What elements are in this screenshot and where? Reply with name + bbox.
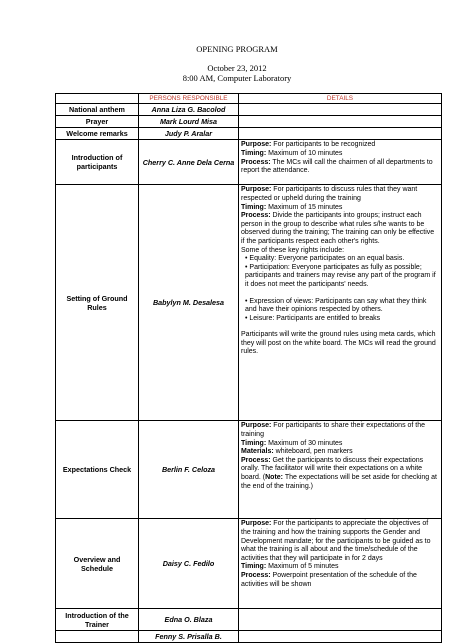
details-cell: Purpose: For participants to discuss rules that they want respected or upheld during the training Timing: Maximum of 15 minutes Process: Divide the participants into groups; instruct each person in the group to describe what rules s/he wants to be observed during the training; The training can only be effective if the participants respect each other's rights. Some of these key rights include: • Equality: Everyone participates on an equal basis. • Participation: Everyone participates as fully as possible; participants and trainers may revise any part of the program if it does not meet the participants' needs. • Expression of views: Participants can say what they think and have their opinions respected by others. • Leisure: Participants are entitled to breaks Participants will write the ground rules using meta cards, which they will post on the white board. The MCs will read the ground rules.: [239, 185, 442, 421]
details-cell: [239, 128, 442, 140]
activity-cell: Welcome remarks: [56, 128, 139, 140]
table-row: [56, 519, 442, 609]
header-persons-responsible: PERSONS RESPONSIBLE: [139, 94, 239, 104]
activity-cell: Setting of Ground Rules: [56, 185, 139, 421]
details-cell: Purpose: For participants to share their expectations of the training Timing: Maximum of 30 minutes Materials: whiteboard, pen markers Process: Get the participants to discuss their expectations orally. The facilitator will write their expectations on a white board. (Note: The expectations will be set aside for checking at the end of the training.): [239, 421, 442, 519]
program-table: [55, 93, 442, 643]
table-row: [56, 140, 442, 185]
table-row: [56, 104, 442, 116]
details-cell: Purpose: For the participants to appreciate the objectives of the training and how the training supports the Gender and Development mandate; for the participants to be guided as to what the training is all about and the time/schedule of the activities that they will participate in for 2 days Timing: Maximum of 5 minutes Process: Powerpoint presentation of the schedule of the activities will be shown: [239, 519, 442, 609]
header-activity: [56, 94, 139, 104]
details-cell: [239, 609, 442, 631]
activity-cell: Introduction of participants: [56, 140, 139, 185]
details-cell: [239, 104, 442, 116]
activity-cell: Prayer: [56, 116, 139, 128]
person-cell: Babylyn M. Desalesa: [139, 185, 239, 421]
details-cell: [239, 116, 442, 128]
activity-cell: National anthem: [56, 104, 139, 116]
person-cell: Fenny S. Prisalla B.: [139, 631, 239, 643]
table-row: [56, 128, 442, 140]
details-cell: [239, 631, 442, 643]
person-cell: Cherry C. Anne Dela Cerna: [139, 140, 239, 185]
person-cell: Daisy C. Fedilo: [139, 519, 239, 609]
activity-cell: Overview and Schedule: [56, 519, 139, 609]
header-details: DETAILS: [239, 94, 442, 104]
activity-cell: Introduction of the Trainer: [56, 609, 139, 631]
table-row: [56, 609, 442, 631]
activity-cell: Expectations Check: [56, 421, 139, 519]
table-row: [56, 116, 442, 128]
person-cell: Edna O. Blaza: [139, 609, 239, 631]
program-title: OPENING PROGRAM: [196, 44, 278, 54]
program-time-place: 8:00 AM, Computer Laboratory: [182, 73, 292, 83]
table-header-row: [56, 94, 442, 104]
person-cell: Mark Lourd Misa: [139, 116, 239, 128]
person-cell: Judy P. Aralar: [139, 128, 239, 140]
table-row: [56, 421, 442, 519]
person-cell: Anna Liza G. Bacolod: [139, 104, 239, 116]
table-row: [56, 185, 442, 421]
program-date: October 23, 2012: [207, 63, 267, 73]
details-cell: Purpose: For participants to be recognized Timing: Maximum of 10 minutes Process: The MCs will call the chairmen of all departments to report the attendance.: [239, 140, 442, 185]
person-cell: Berlin F. Celoza: [139, 421, 239, 519]
activity-cell: [56, 631, 139, 643]
table-row: [56, 631, 442, 643]
